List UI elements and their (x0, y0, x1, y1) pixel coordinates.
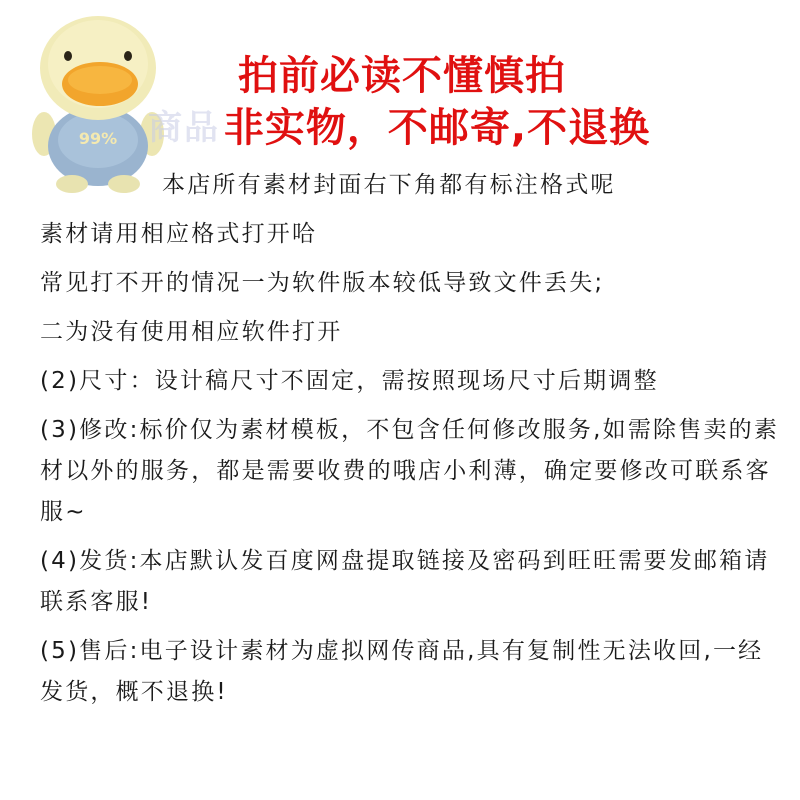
headline-line-1: 拍前必读不懂慎拍 (238, 53, 566, 99)
paragraph-open-format: 素材请用相应格式打开哈 (40, 221, 318, 247)
paragraph-cannot-open-2: 二为没有使用相应软件打开 (40, 319, 343, 345)
instructions-body (40, 165, 780, 713)
paragraph-after-sales: (5)售后:电子设计素材为虚拟网传商品,具有复制性无法收回,一经发货，概不退换! (40, 638, 764, 705)
paragraph-shipping: (4)发货:本店默认发百度网盘提取链接及密码到旺旺需要发邮箱请联系客服! (40, 548, 770, 615)
paragraph-size: (2)尺寸：设计稿尺寸不固定，需按照现场尺寸后期调整 (40, 368, 659, 394)
paragraph-format-note: 本店所有素材封面右下角都有标注格式呢 (162, 172, 616, 198)
headline-line-2: 非实物，不邮寄,不退换 (223, 105, 651, 151)
paragraph-modification: (3)修改:标价仅为素材模板，不包含任何修改服务,如需除售卖的素材以外的服务，都是需要收费的哦店小利薄，确定要修改可联系客服~ (40, 417, 780, 525)
watermark-text: 商品 (148, 108, 220, 148)
shirt-text: 99% (78, 129, 118, 148)
paragraph-cannot-open-1: 常见打不开的情况一为软件版本较低导致文件丢失; (40, 270, 605, 296)
